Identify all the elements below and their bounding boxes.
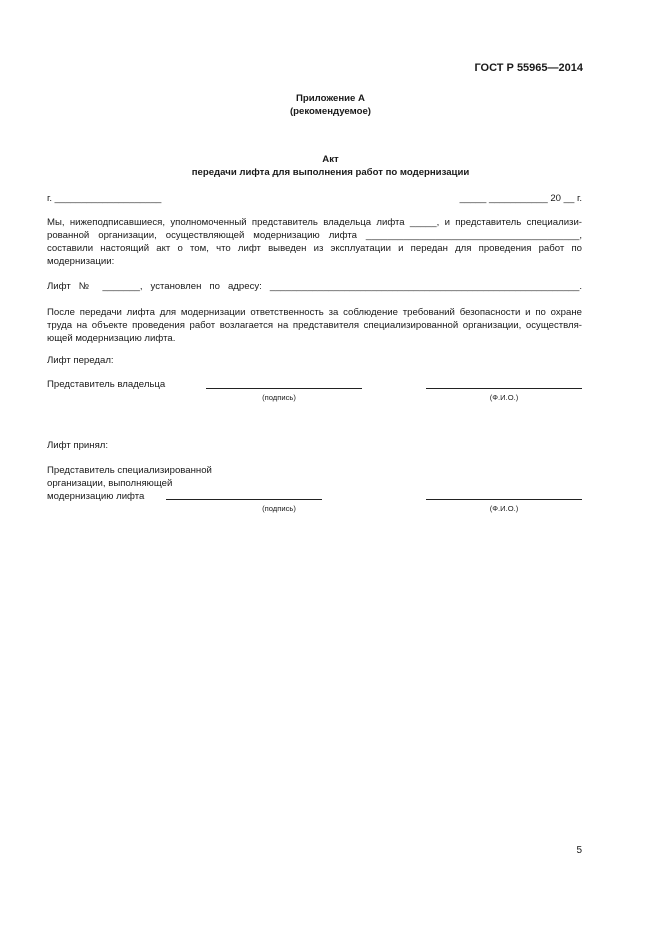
appendix-title: Приложение А	[296, 93, 365, 104]
para1-line2: рованной организации, осуществляющей модернизацию лифта ________________________________________,	[47, 230, 582, 241]
standard-number: ГОСТ Р 55965—2014	[474, 62, 583, 74]
act-subtitle: передачи лифта для выполнения работ по модернизации	[191, 167, 470, 178]
page-number: 5	[576, 845, 582, 856]
received-heading: Лифт принял:	[47, 440, 109, 451]
act-title: Акт	[322, 154, 339, 165]
handed-role: Представитель владельца	[47, 379, 166, 390]
para2-line2: труда на объекте проведения работ возлагается на представителя специализированной организации, осуществля-	[47, 320, 582, 331]
appendix-subtitle: (рекомендуемое)	[289, 106, 371, 117]
handed-heading: Лифт передал:	[47, 355, 114, 366]
para1-line4: модернизации:	[47, 256, 115, 267]
para1-line1: Мы, нижеподписавшиеся, уполномоченный представитель владельца лифта _____, и представитель специализи-	[47, 217, 582, 228]
para2-line3: ющей модернизацию лифта.	[47, 333, 176, 344]
received-sign-caption: (подпись)	[262, 504, 296, 513]
received-signature-line	[166, 499, 322, 500]
handed-name-line	[426, 388, 582, 389]
lift-address-line: Лифт № _______, установлен по адресу: __________________________________________________________.	[47, 281, 582, 292]
handed-signature-line	[206, 388, 362, 389]
received-role-line1: Представитель специализированной	[47, 465, 212, 476]
city-field: г. ____________________	[47, 193, 162, 204]
received-name-line	[426, 499, 582, 500]
handed-name-caption: (Ф.И.О.)	[489, 393, 519, 402]
para1-line3: составили настоящий акт о том, что лифт выведен из эксплуатации и передан для проведения работ по	[47, 243, 582, 254]
received-role-line3: модернизацию лифта	[47, 491, 145, 502]
date-field: _____ ___________ 20 __ г.	[459, 193, 582, 204]
received-role-line2: организации, выполняющей	[47, 478, 173, 489]
handed-sign-caption: (подпись)	[262, 393, 296, 402]
received-name-caption: (Ф.И.О.)	[489, 504, 519, 513]
para2-line1: После передачи лифта для модернизации ответственность за соблюдение требований безопасности и по охране	[47, 307, 582, 318]
